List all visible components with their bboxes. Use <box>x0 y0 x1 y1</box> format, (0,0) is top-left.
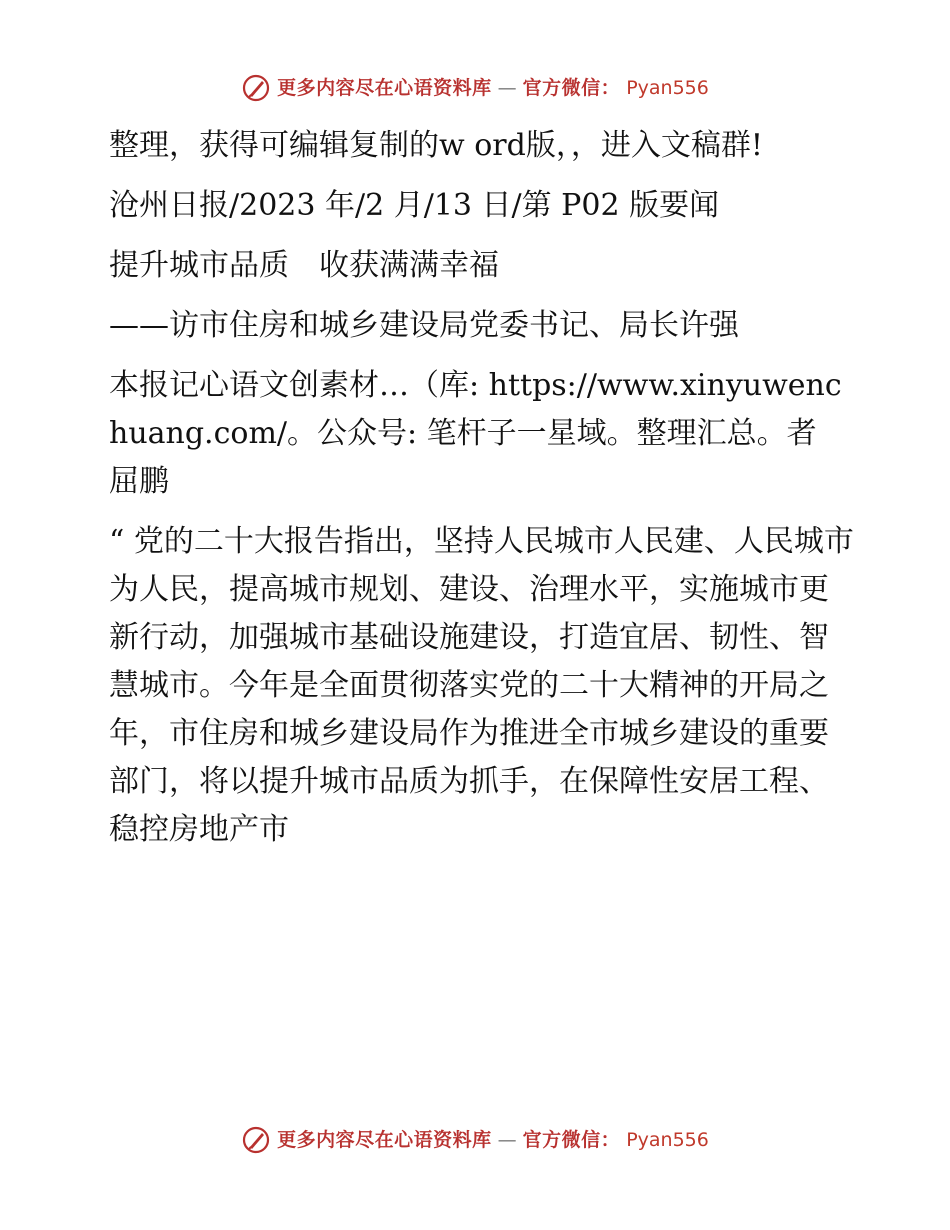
watermark-site-text: 更多内容尽在心语资料库 <box>277 1129 492 1151</box>
footer-watermark <box>0 1125 950 1155</box>
watermark-dash: — <box>497 77 517 99</box>
intro-paragraph: 整理，获得可编辑复制的w ord版，，进入文稿群! <box>109 128 763 163</box>
watermark-wechat-label: 官方微信： <box>522 77 621 99</box>
watermark-site-text: 更多内容尽在心语资料库 <box>277 77 492 99</box>
header-watermark <box>0 73 950 103</box>
quill-pen-logo-icon <box>241 1125 271 1155</box>
watermark-wechat-label: 官方微信： <box>522 1129 621 1151</box>
watermark-wechat-id: Pyan556 <box>626 77 709 99</box>
body-paragraph: “ 党的二十大报告指出，坚持人民城市人民建、人民城市为人民，提高城市规划、建设、治理水平，实施城市更新行动，加强城市基础设施建设，打造宜居、韧性、智慧城市。今年是全面贯彻落实党的二十大精神的开局之年，市住房和城乡建设局作为推进全市城乡建设的重要部门，将以提升城市品质为抓手，在保障性安居工程、稳控房地产市 <box>109 524 854 847</box>
watermark-dash: — <box>497 1129 517 1151</box>
watermark-wechat-id: Pyan556 <box>626 1129 709 1151</box>
subheadline: ——访市住房和城乡建设局党委书记、局长许强 <box>109 308 739 343</box>
quill-pen-logo-icon <box>241 73 271 103</box>
headline: 提升城市品质 收获满满幸福 <box>109 248 499 283</box>
source-line: 沧州日报/2023 年/2 月/13 日/第 P02 版要闻 <box>109 188 720 223</box>
document-body <box>97 122 857 866</box>
byline-paragraph: 本报记心语文创素材…（库: https://www.xinyuwenchuang.com/。公众号: 笔杆子一星域。整理汇总。者 屈鹏 <box>109 368 847 499</box>
